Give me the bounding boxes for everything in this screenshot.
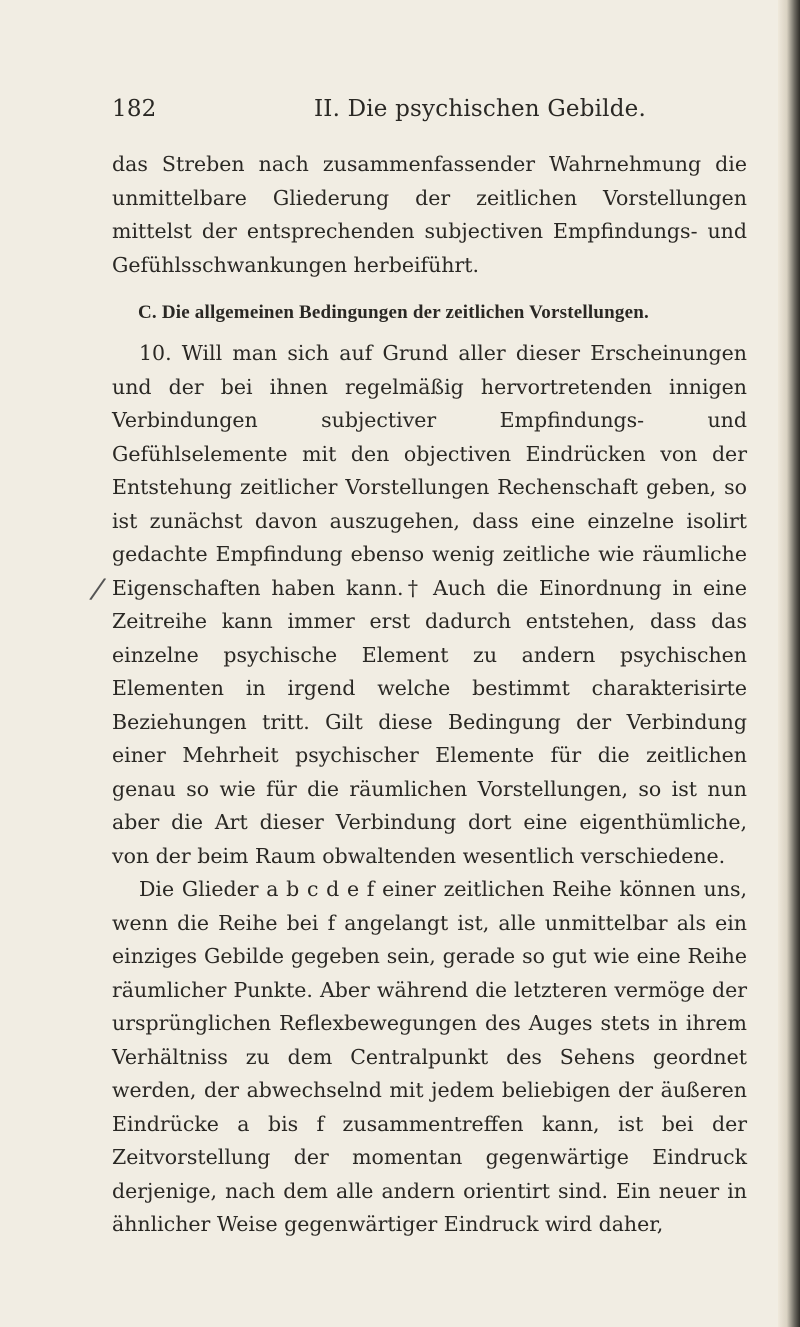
paragraph-10: 10. Will man sich auf Grund aller dieser Erscheinungen und der bei ihnen regelmäßig hervortretenden innigen Verbindungen subjectiver Empfindungs- und Gefühlselemente mit den objectiven Eindrücken von der Entstehung zeitlicher Vorstellungen Rechenschaft geben, so ist zunächst davon auszugehen, dass eine einzelne isolirt gedachte Empfindung ebenso wenig zeitliche wie räumliche Eigenschaften haben kann.† Auch die Einordnung in eine Zeitreihe kann immer erst dadurch entstehen, dass das einzelne psychische Element zu andern psychischen Elementen in irgend welche bestimmt charakterisirte Beziehungen tritt. Gilt diese Bedingung der Verbindung einer Mehrheit psychischer Elemente für die zeitlichen genau so wie für die räumlichen Vorstellungen, so ist nun aber die Art dieser Verbindung dort eine eigenthümliche, von der beim Raum obwaltenden wesentlich verschiedene. (112, 341, 747, 868)
page-header (112, 96, 712, 136)
section-heading: C. Die allgemeinen Bedingungen der zeitlichen Vorstellungen. (138, 302, 649, 323)
page-edge-shadow (778, 0, 800, 1327)
body-text (112, 148, 747, 1242)
margin-pencil-mark: / (90, 571, 105, 606)
running-head: II. Die psychischen Gebilde. (314, 96, 646, 122)
paragraph-glieder: Die Glieder a b c d e f einer zeitlichen Reihe können uns, wenn die Reihe bei f angelangt ist, alle unmittelbar als ein einziges Gebilde gegeben sein, gerade so gut wie eine Reihe räumlicher Punkte. Aber während die letzteren vermöge der ursprünglichen Reflexbewegungen des Auges stets in ihrem Verhältniss zu dem Centralpunkt des Sehens geordnet werden, der abwechselnd mit jedem beliebigen der äußeren Eindrücke a bis f zusammentreffen kann, ist bei der Zeitvorstellung der momentan gegenwärtige Eindruck derjenige, nach dem alle andern orientirt sind. Ein neuer in ähnlicher Weise gegenwärtiger Eindruck wird daher, (112, 877, 747, 1236)
page-number: 182 (112, 96, 157, 122)
paragraph-continuation: das Streben nach zusammenfassender Wahrnehmung die unmittelbare Gliederung der zeitlichen Vorstellungen mittelst der entsprechenden subjectiven Empfindungs- und Gefühlsschwankungen herbeiführt. (112, 152, 747, 277)
